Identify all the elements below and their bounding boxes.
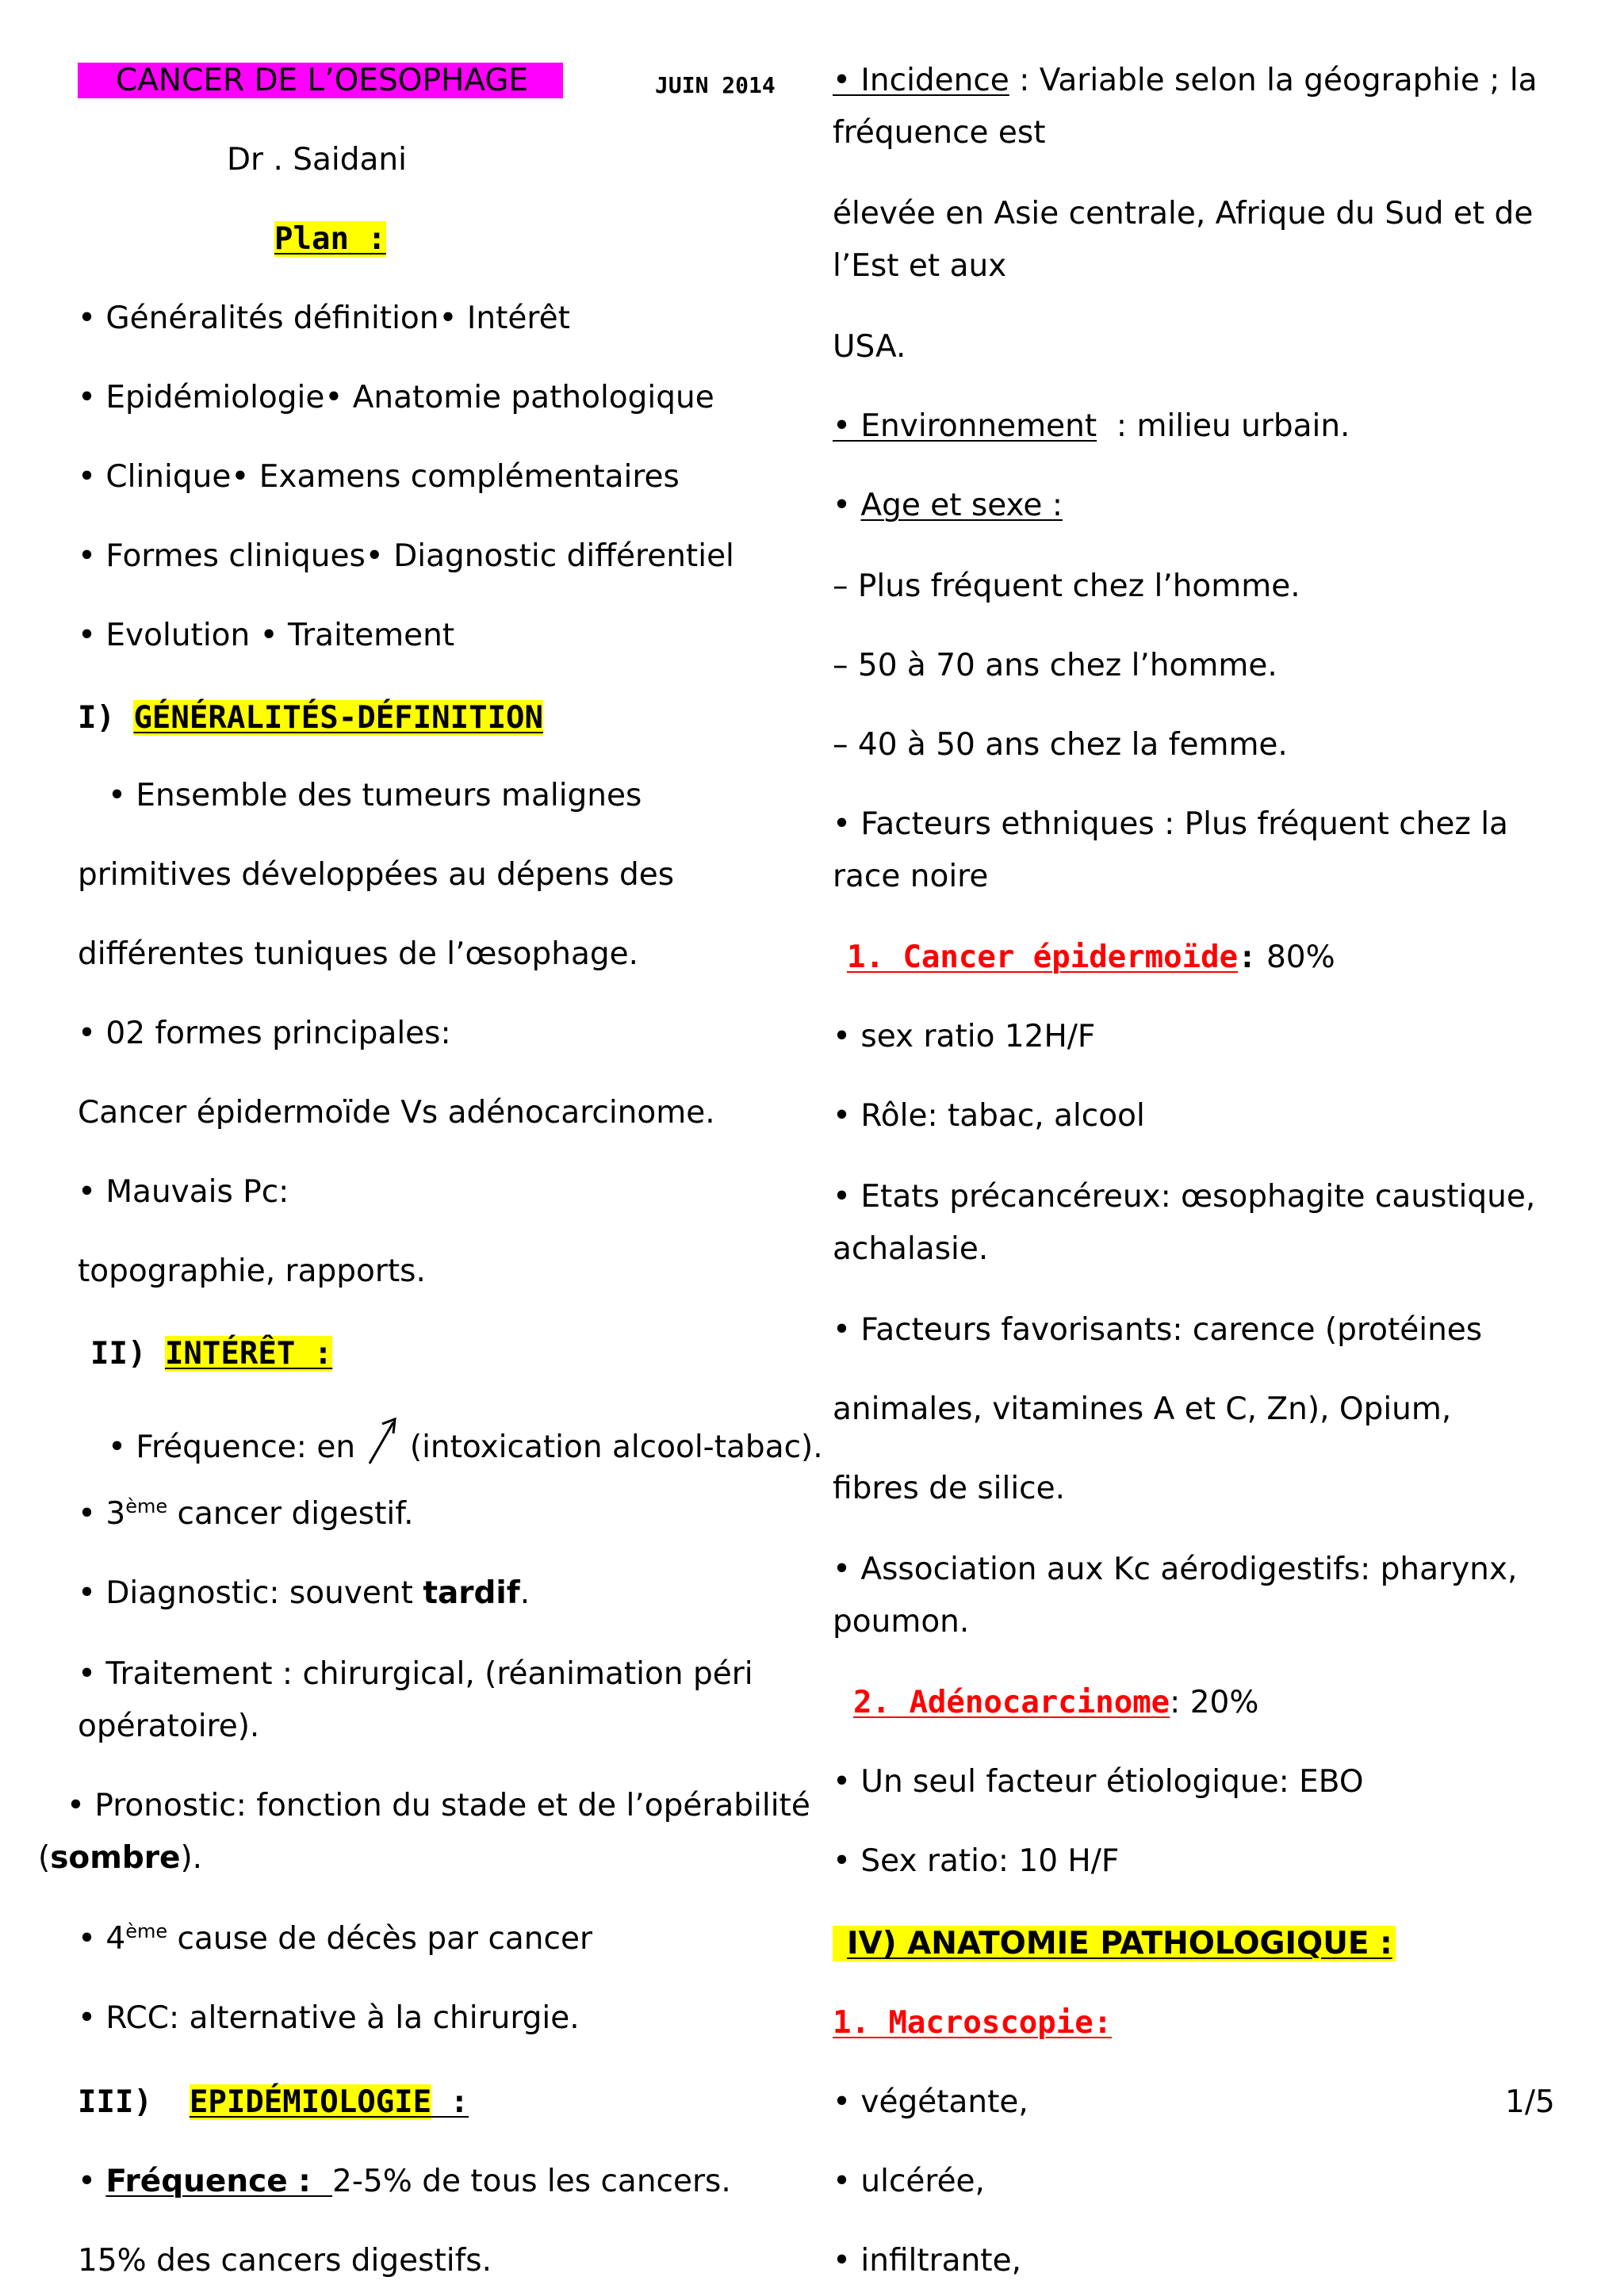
body-line: race noire: [833, 859, 989, 894]
body-line: – 40 à 50 ans chez la femme.: [833, 727, 1288, 763]
arrow-up-icon: [365, 1416, 400, 1468]
body-line: • Mauvais Pc:: [78, 1174, 289, 1210]
body-line: • Rôle: tabac, alcool: [833, 1098, 1145, 1134]
body-line: topographie, rapports.: [78, 1253, 426, 1289]
body-line: • Ensemble des tumeurs malignes: [108, 778, 642, 813]
body-line: achalasie.: [833, 1231, 989, 1267]
body-line: – Plus fréquent chez l’homme.: [833, 568, 1300, 604]
body-line-frequence-epidemio: • Fréquence : 2-5% de tous les cancers.: [78, 2164, 731, 2199]
body-line: • infiltrante,: [833, 2243, 1021, 2279]
body-line: poumon.: [833, 1604, 970, 1640]
body-line: – 50 à 70 ans chez l’homme.: [833, 648, 1277, 683]
body-line: • RCC: alternative à la chirurgie.: [78, 2000, 580, 2036]
section-heading-generalites: I) GÉNÉRALITÉS-DÉFINITION: [78, 700, 544, 736]
body-line-age-sexe: • Age et sexe :: [833, 488, 1063, 523]
body-line: • Facteurs ethniques : Plus fréquent chez la: [833, 806, 1508, 842]
body-line: USA.: [833, 329, 906, 365]
body-line: • Facteurs favorisants: carence (protéines: [833, 1312, 1483, 1348]
body-line: • 3ème cancer digestif.: [78, 1495, 414, 1532]
plan-item: • Evolution • Traitement: [78, 618, 455, 653]
plan-item: • Epidémiologie• Anatomie pathologique: [78, 380, 714, 415]
body-line: élevée en Asie centrale, Afrique du Sud et de: [833, 196, 1534, 232]
body-line-incidence: • Incidence : Variable selon la géographie ; la: [833, 63, 1538, 98]
plan-item: • Clinique• Examens complémentaires: [78, 459, 680, 495]
subsection-macroscopie: 1. Macroscopie:: [833, 2005, 1113, 2041]
section-heading-interet: II) INTÉRÊT :: [90, 1336, 333, 1372]
body-line: • ulcérée,: [833, 2164, 985, 2199]
body-line: • Traitement : chirurgical, (réanimation péri: [78, 1656, 753, 1692]
body-line: différentes tuniques de l’œsophage.: [78, 936, 639, 972]
body-line: • 02 formes principales:: [78, 1016, 451, 1051]
body-line: • Diagnostic: souvent tardif.: [78, 1575, 530, 1611]
page-number: 1/5: [1505, 2084, 1555, 2120]
body-line: animales, vitamines A et C, Zn), Opium,: [833, 1391, 1452, 1427]
body-line: • sex ratio 12H/F: [833, 1019, 1096, 1054]
body-line: • Etats précancéreux: œsophagite caustique,: [833, 1179, 1536, 1215]
body-line: • Un seul facteur étiologique: EBO: [833, 1764, 1364, 1800]
body-line-frequence: • Fréquence: en (intoxication alcool-tabac).: [108, 1416, 823, 1468]
section-heading-anatomie: IV) ANATOMIE PATHOLOGIQUE :: [833, 1925, 1396, 1963]
body-line: primitives développées au dépens des: [78, 857, 675, 893]
subsection-adenocarcinome: 2. Adénocarcinome: 20%: [853, 1685, 1259, 1720]
body-line: fréquence est: [833, 115, 1046, 151]
document-title: CANCER DE L’OESOPHAGE: [78, 62, 563, 100]
body-line-environnement: • Environnement : milieu urbain.: [833, 408, 1350, 444]
body-line: • végétante,: [833, 2084, 1028, 2120]
body-line: • Association aux Kc aérodigestifs: pharynx,: [833, 1552, 1518, 1587]
plan-item: • Formes cliniques• Diagnostic différentiel: [78, 538, 734, 574]
body-line: (sombre).: [38, 1840, 203, 1876]
body-line: fibres de silice.: [833, 1471, 1066, 1506]
body-line: • Sex ratio: 10 H/F: [833, 1843, 1120, 1879]
document-date: JUIN 2014: [655, 72, 776, 98]
section-heading-epidemiologie: III) EPIDÉMIOLOGIE :: [78, 2084, 469, 2120]
plan-item: • Généralités définition• Intérêt: [78, 300, 570, 336]
subsection-cancer-epidermoide: 1. Cancer épidermoïde: 80%: [847, 939, 1335, 975]
body-line: • Pronostic: fonction du stade et de l’opérabilité: [67, 1788, 810, 1823]
body-line: opératoire).: [78, 1709, 260, 1744]
body-line: 15% des cancers digestifs.: [78, 2243, 492, 2279]
body-line: Cancer épidermoïde Vs adénocarcinome.: [78, 1095, 715, 1131]
plan-heading: Plan :: [274, 221, 386, 257]
body-line: l’Est et aux: [833, 248, 1007, 284]
body-line: • 4ème cause de décès par cancer: [78, 1920, 592, 1957]
author: Dr . Saidani: [227, 142, 407, 178]
